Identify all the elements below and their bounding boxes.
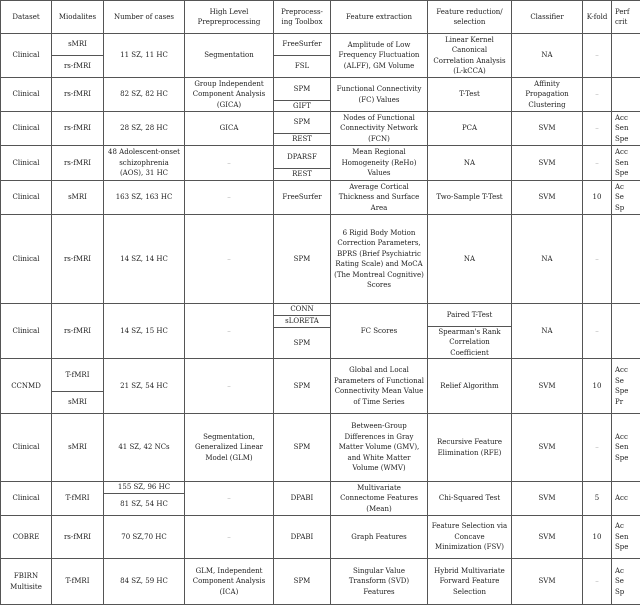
performance-criteria-cell bbox=[612, 215, 640, 304]
table-row bbox=[1, 482, 640, 516]
dataset-cell: CCNMD bbox=[1, 359, 52, 414]
high-level-preprocessing-cell: – bbox=[185, 181, 274, 215]
modalities-cell bbox=[52, 359, 104, 414]
preprocessing-toolbox-subcell: SPM bbox=[274, 112, 330, 133]
dataset-cell: Clinical bbox=[1, 112, 52, 146]
feature-extraction-cell: Average Cortical Thickness and Surface Area bbox=[331, 181, 428, 215]
high-level-preprocessing-cell: – bbox=[185, 482, 274, 516]
number-of-cases-cell: 84 SZ, 59 HC bbox=[104, 559, 185, 605]
modalities-cell: rs-fMRI bbox=[52, 146, 104, 181]
performance-criteria-cell: Ac Se Sp bbox=[612, 559, 640, 605]
feature-reduction-cell: NA bbox=[428, 215, 512, 304]
header-modalities: Miodalites bbox=[52, 1, 104, 34]
number-of-cases-cell: 82 SZ, 82 HC bbox=[104, 78, 185, 112]
high-level-preprocessing-cell: GLM, Independent Component Analysis (ICA) bbox=[185, 559, 274, 605]
modalities-cell bbox=[52, 34, 104, 78]
feature-reduction-cell: Hybrid Multivariate Forward Feature Selection bbox=[428, 559, 512, 605]
preprocessing-toolbox-subcell: CONN bbox=[274, 304, 330, 315]
performance-criteria-cell: Acc Se Spe Pr bbox=[612, 359, 640, 414]
performance-criteria-cell: Acc Sen Spe bbox=[612, 146, 640, 181]
preprocessing-toolbox-cell bbox=[274, 304, 331, 359]
modalities-cell: rs-fMRI bbox=[52, 304, 104, 359]
preprocessing-toolbox-cell bbox=[274, 112, 331, 146]
preprocessing-toolbox-cell: DPABI bbox=[274, 516, 331, 559]
table-row bbox=[1, 112, 640, 146]
feature-extraction-cell: Between-Group Differences in Gray Matter Volume (GMV), and White Matter Volume (WMV) bbox=[331, 414, 428, 482]
header-feature-extraction: Feature extraction bbox=[331, 1, 428, 34]
modalities-cell: rs-fMRI bbox=[52, 215, 104, 304]
feature-reduction-cell: Recursive Feature Elimination (RFE) bbox=[428, 414, 512, 482]
header-preprocessing-toolbox: Preprocess-ing Toolbox bbox=[274, 1, 331, 34]
classifier-cell: NA bbox=[512, 34, 583, 78]
modalities-cell: T-fMRI bbox=[52, 559, 104, 605]
number-of-cases-cell: 11 SZ, 11 HC bbox=[104, 34, 185, 78]
classifier-cell: NA bbox=[512, 215, 583, 304]
feature-extraction-cell: Amplitude of Low Frequency Fluctuation (ALFF), GM Volume bbox=[331, 34, 428, 78]
feature-reduction-cell bbox=[428, 304, 512, 359]
preprocessing-toolbox-cell bbox=[274, 78, 331, 112]
modalities-cell: rs-fMRI bbox=[52, 78, 104, 112]
high-level-preprocessing-cell: – bbox=[185, 359, 274, 414]
table-row bbox=[1, 414, 640, 482]
k-fold-cell: 10 bbox=[583, 516, 612, 559]
table-row bbox=[1, 146, 640, 181]
k-fold-cell: – bbox=[583, 559, 612, 605]
feature-extraction-cell: Functional Connectivity (FC) Values bbox=[331, 78, 428, 112]
preprocessing-toolbox-subcell: SPM bbox=[274, 78, 330, 100]
number-of-cases-cell: 70 SZ,70 HC bbox=[104, 516, 185, 559]
preprocessing-toolbox-cell: SPM bbox=[274, 559, 331, 605]
preprocessing-toolbox-cell: SPM bbox=[274, 359, 331, 414]
classifier-cell: NA bbox=[512, 304, 583, 359]
high-level-preprocessing-cell: Segmentation bbox=[185, 34, 274, 78]
feature-reduction-cell: Feature Selection via Concave Minimization (FSV) bbox=[428, 516, 512, 559]
dataset-cell: COBRE bbox=[1, 516, 52, 559]
table-row bbox=[1, 34, 640, 78]
preprocessing-toolbox-subcell: sLORETA bbox=[274, 315, 330, 327]
performance-criteria-cell: Acc bbox=[612, 482, 640, 516]
k-fold-cell: 10 bbox=[583, 359, 612, 414]
high-level-preprocessing-cell: GICA bbox=[185, 112, 274, 146]
modalities-subcell: sMRI bbox=[52, 34, 103, 55]
feature-extraction-cell: 6 Rigid Body Motion Correction Parameters, BPRS (Brief Psychiatric Rating Scale) and MoCA (The Montreal Cognitive) Scores bbox=[331, 215, 428, 304]
number-of-cases-cell: 14 SZ, 15 HC bbox=[104, 304, 185, 359]
feature-reduction-cell: Linear Kernel Canonical Correlation Analysis (L-kCCA) bbox=[428, 34, 512, 78]
modalities-subcell: rs-fMRI bbox=[52, 55, 103, 77]
preprocessing-toolbox-cell: DPABI bbox=[274, 482, 331, 516]
preprocessing-toolbox-cell: SPM bbox=[274, 215, 331, 304]
classifier-cell: SVM bbox=[512, 516, 583, 559]
feature-reduction-cell: Chi-Squared Test bbox=[428, 482, 512, 516]
feature-reduction-cell: T-Test bbox=[428, 78, 512, 112]
number-of-cases-cell: 21 SZ, 54 HC bbox=[104, 359, 185, 414]
k-fold-cell: 5 bbox=[583, 482, 612, 516]
modalities-cell: sMRI bbox=[52, 414, 104, 482]
feature-extraction-cell: Graph Features bbox=[331, 516, 428, 559]
header-performance-criteria: Perf crit bbox=[612, 1, 640, 34]
high-level-preprocessing-cell: – bbox=[185, 516, 274, 559]
high-level-preprocessing-cell: Segmentation, Generalized Linear Model (GLM) bbox=[185, 414, 274, 482]
header-feature-reduction: Feature reduction/ selection bbox=[428, 1, 512, 34]
k-fold-cell: 10 bbox=[583, 181, 612, 215]
dataset-cell: FBIRN Multisite bbox=[1, 559, 52, 605]
dataset-cell: Clinical bbox=[1, 181, 52, 215]
table-row bbox=[1, 559, 640, 605]
feature-reduction-subcell: Paired T-Test bbox=[428, 304, 511, 326]
feature-extraction-cell: Mean Regional Homogeneity (ReHo) Values bbox=[331, 146, 428, 181]
k-fold-cell: – bbox=[583, 78, 612, 112]
dataset-cell: Clinical bbox=[1, 78, 52, 112]
performance-criteria-cell: Ac Sen Spe bbox=[612, 516, 640, 559]
k-fold-cell: – bbox=[583, 414, 612, 482]
feature-reduction-cell: PCA bbox=[428, 112, 512, 146]
modalities-cell: rs-fMRI bbox=[52, 516, 104, 559]
number-of-cases-cell: 14 SZ, 14 HC bbox=[104, 215, 185, 304]
table-row bbox=[1, 304, 640, 359]
feature-extraction-cell: FC Scores bbox=[331, 304, 428, 359]
feature-reduction-subcell: Spearman's Rank Correlation Coefficient bbox=[428, 326, 511, 359]
classifier-cell: SVM bbox=[512, 482, 583, 516]
number-of-cases-cell bbox=[104, 482, 185, 516]
table-row bbox=[1, 181, 640, 215]
preprocessing-toolbox-subcell: SPM bbox=[274, 327, 330, 358]
header-dataset: Dataset bbox=[1, 1, 52, 34]
header-high-level-preprocessing: High Level Prepreprocessing bbox=[185, 1, 274, 34]
feature-extraction-cell: Global and Local Parameters of Functional Connectivity Mean Value of Time Series bbox=[331, 359, 428, 414]
number-of-cases-cell: 41 SZ, 42 NCs bbox=[104, 414, 185, 482]
feature-extraction-cell: Singular Value Transform (SVD) Features bbox=[331, 559, 428, 605]
table-row bbox=[1, 215, 640, 304]
dataset-cell: Clinical bbox=[1, 146, 52, 181]
modalities-cell: sMRI bbox=[52, 181, 104, 215]
modalities-subcell: T-fMRI bbox=[52, 359, 103, 391]
dataset-cell: Clinical bbox=[1, 34, 52, 78]
classifier-cell: SVM bbox=[512, 359, 583, 414]
performance-criteria-cell: Acc Sen Spe bbox=[612, 112, 640, 146]
table-row bbox=[1, 78, 640, 112]
high-level-preprocessing-cell: Group Independent Component Analysis (GICA) bbox=[185, 78, 274, 112]
number-of-cases-cell: 28 SZ, 28 HC bbox=[104, 112, 185, 146]
preprocessing-toolbox-subcell: REST bbox=[274, 133, 330, 145]
classifier-cell: SVM bbox=[512, 146, 583, 181]
classifier-cell: SVM bbox=[512, 181, 583, 215]
dataset-cell: Clinical bbox=[1, 215, 52, 304]
feature-extraction-cell: Nodes of Functional Connectivity Network (FCN) bbox=[331, 112, 428, 146]
modalities-cell: T-fMRI bbox=[52, 482, 104, 516]
feature-reduction-cell: Relief Algorithm bbox=[428, 359, 512, 414]
feature-extraction-cell: Multivariate Connectome Features (Mean) bbox=[331, 482, 428, 516]
preprocessing-toolbox-subcell: DPARSF bbox=[274, 146, 330, 168]
high-level-preprocessing-cell: – bbox=[185, 146, 274, 181]
modalities-cell: rs-fMRI bbox=[52, 112, 104, 146]
preprocessing-toolbox-cell bbox=[274, 34, 331, 78]
preprocessing-toolbox-subcell: FreeSurfer bbox=[274, 34, 330, 55]
feature-reduction-cell: Two-Sample T-Test bbox=[428, 181, 512, 215]
number-of-cases-subcell: 81 SZ, 54 HC bbox=[104, 493, 184, 515]
number-of-cases-subcell: 155 SZ, 96 HC bbox=[104, 482, 184, 493]
header-number-of-cases: Number of cases bbox=[104, 1, 185, 34]
performance-criteria-cell: Ac Se Sp bbox=[612, 181, 640, 215]
performance-criteria-cell bbox=[612, 34, 640, 78]
preprocessing-toolbox-subcell: GIFT bbox=[274, 100, 330, 112]
k-fold-cell: – bbox=[583, 112, 612, 146]
modalities-subcell: sMRI bbox=[52, 391, 103, 413]
k-fold-cell: – bbox=[583, 304, 612, 359]
classifier-cell: Affinity Propagation Clustering bbox=[512, 78, 583, 112]
header-k-fold: K-fold bbox=[583, 1, 612, 34]
performance-criteria-cell bbox=[612, 78, 640, 112]
dataset-cell: Clinical bbox=[1, 414, 52, 482]
dataset-cell: Clinical bbox=[1, 304, 52, 359]
table-row bbox=[1, 359, 640, 414]
classifier-cell: SVM bbox=[512, 112, 583, 146]
k-fold-cell: – bbox=[583, 146, 612, 181]
preprocessing-toolbox-cell: SPM bbox=[274, 414, 331, 482]
k-fold-cell: – bbox=[583, 215, 612, 304]
header-row bbox=[1, 1, 640, 34]
table-row bbox=[1, 516, 640, 559]
dataset-cell: Clinical bbox=[1, 482, 52, 516]
classifier-cell: SVM bbox=[512, 559, 583, 605]
preprocessing-toolbox-subcell: REST bbox=[274, 168, 330, 180]
k-fold-cell: – bbox=[583, 34, 612, 78]
performance-criteria-cell: Acc Sen Spe bbox=[612, 414, 640, 482]
performance-criteria-cell bbox=[612, 304, 640, 359]
preprocessing-toolbox-cell: FreeSurfer bbox=[274, 181, 331, 215]
classifier-cell: SVM bbox=[512, 414, 583, 482]
high-level-preprocessing-cell: – bbox=[185, 304, 274, 359]
feature-reduction-cell: NA bbox=[428, 146, 512, 181]
number-of-cases-cell: 48 Adolescent-onset schizophrenia (AOS), 31 HC bbox=[104, 146, 185, 181]
header-classifier: Classifier bbox=[512, 1, 583, 34]
number-of-cases-cell: 163 SZ, 163 HC bbox=[104, 181, 185, 215]
preprocessing-toolbox-cell bbox=[274, 146, 331, 181]
preprocessing-toolbox-subcell: FSL bbox=[274, 55, 330, 77]
high-level-preprocessing-cell: – bbox=[185, 215, 274, 304]
